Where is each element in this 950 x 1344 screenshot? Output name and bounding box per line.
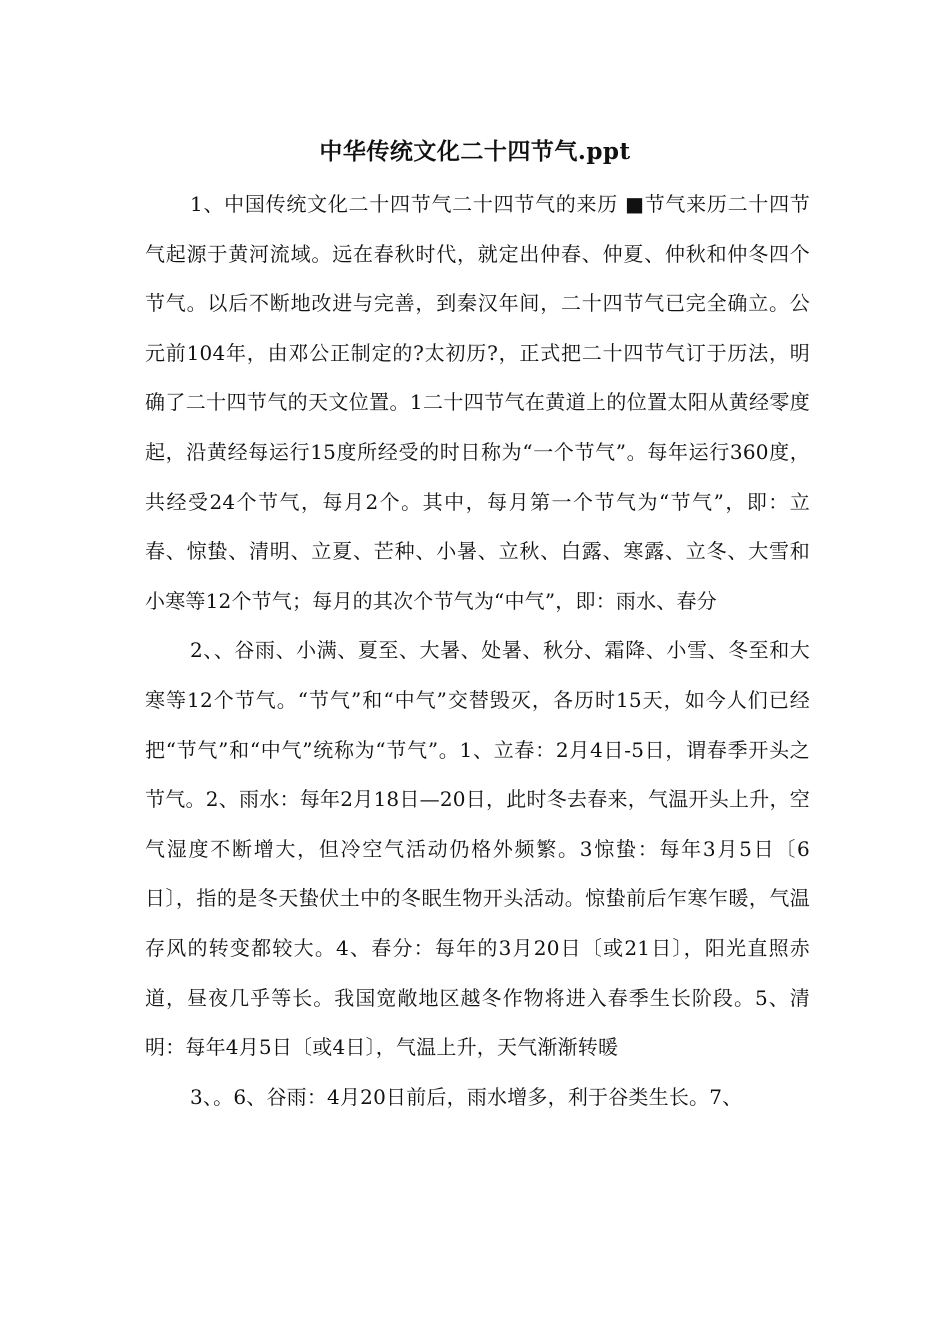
paragraph-2: 2、、谷雨、小满、夏至、大暑、处暑、秋分、霜降、小雪、冬至和大寒等12个节气。“节气”和“中气”交替毁灭，各历时15天，如今人们已经把“节气”和“中气”统称为“节气”。1、立春：2月4日-5日，谓春季开头之节气。2、雨水：每年2月18日—20日，此时冬去春来，气温开头上升，空气湿度不断增大，但冷空气活动仍格外频繁。3惊蛰：每年3月5日〔6日〕，指的是冬天蛰伏土中的冬眠生物开头活动。惊蛰前后乍寒乍暖，气温存风的转变都较大。4、春分：每年的3月20日〔或21日〕，阳光直照赤道，昼夜几乎等长。我国宽敞地区越冬作物将进入春季生长阶段。5、清明：每年4月5日〔或4日〕，气温上升，天气渐渐转暖 — [145, 638, 810, 1060]
document-body — [145, 180, 810, 1122]
document-title: 中华传统文化二十四节气.ppt — [319, 138, 631, 165]
paragraph-3: 3、。6、谷雨：4月20日前后，雨水增多，利于谷类生长。7、 — [190, 1084, 743, 1109]
paragraph-1: 1、中国传统文化二十四节气二十四节气的来历 ■节气来历二十四节气起源于黄河流域。远在春秋时代，就定出仲春、仲夏、仲秋和仲冬四个节气。以后不断地改进与完善，到秦汉年间，二十四节气已完全确立。公元前104年，由邓公正制定的?太初历?，正式把二十四节气订于历法，明确了二十四节气的天文位置。1二十四节气在黄道上的位置太阳从黄经零度起，沿黄经每运行15度所经受的时日称为“一个节气”。每年运行360度，共经受24个节气，每月2个。其中，每月第一个节气为“节气”，即：立春、惊蛰、清明、立夏、芒种、小暑、立秋、白露、寒露、立冬、大雪和小寒等12个节气；每月的其次个节气为“中气”，即：雨水、春分 — [145, 192, 810, 613]
